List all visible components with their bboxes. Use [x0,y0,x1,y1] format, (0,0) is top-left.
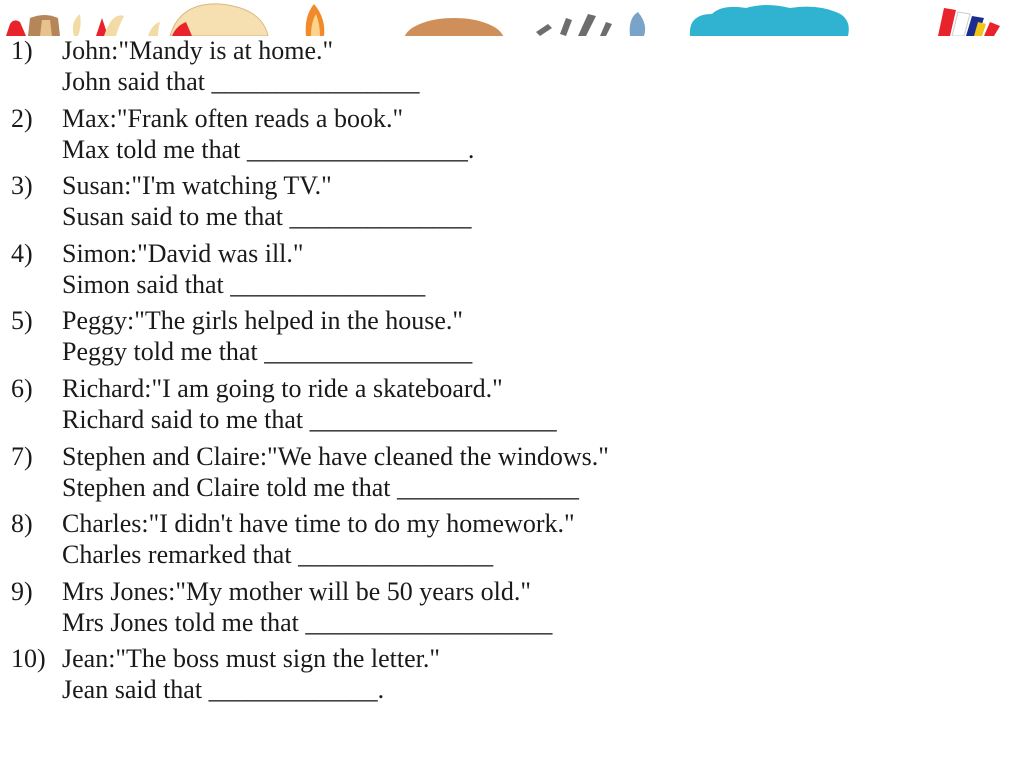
exercise-number: 6) [11,373,33,403]
reported-speech-prompt: Max told me that _________________. [62,134,475,164]
exercise-item-10 [0,643,1024,711]
blue-feather-icon [630,12,645,36]
reported-speech-prompt: Richard said to me that ___________________ [62,404,557,434]
exercise-number: 10) [11,644,46,674]
tan-fin-icon [104,15,124,36]
decorative-banner [0,0,1024,36]
direct-speech-quote: Simon:"David was ill." [62,238,304,268]
reported-speech-prompt: Jean said that _____________. [62,675,385,705]
teal-cloud-icon [690,5,849,36]
exercise-list [0,35,1024,711]
reported-speech-prompt: Susan said to me that ______________ [62,202,472,232]
exercise-item-4 [0,238,1024,306]
exercise-number: 1) [11,36,33,65]
direct-speech-quote: Jean:"The boss must sign the letter." [62,644,440,674]
tan-leaf-icon [73,14,81,36]
red-flag-end-icon [984,22,1000,36]
exercise-item-7 [0,441,1024,509]
pot-highlight-icon [40,20,52,36]
small-tan-icon [148,22,160,36]
exercise-item-5 [0,305,1024,373]
direct-speech-quote: John:"Mandy is at home." [62,36,334,65]
direct-speech-quote: Susan:"I'm watching TV." [62,171,332,201]
reported-speech-prompt: Stephen and Claire told me that ______________ [62,472,580,502]
exercise-number: 8) [11,509,33,539]
exercise-number: 4) [11,238,33,268]
exercise-item-9 [0,576,1024,644]
gray-stroke-3-icon [578,14,596,36]
direct-speech-quote: Stephen and Claire:"We have cleaned the windows." [62,441,609,471]
exercise-item-8 [0,508,1024,576]
exercise-number: 2) [11,103,33,133]
exercise-number: 7) [11,441,33,471]
reported-speech-prompt: Charles remarked that _______________ [62,540,494,570]
direct-speech-quote: Charles:"I didn't have time to do my homework." [62,509,575,539]
brown-oval-icon [404,18,504,36]
exercise-number: 9) [11,576,33,606]
banner-illustrations [0,0,1024,36]
exercise-item-2 [0,103,1024,171]
exercise-number: 3) [11,171,33,201]
direct-speech-quote: Max:"Frank often reads a book." [62,103,404,133]
reported-speech-prompt: Peggy told me that ________________ [62,337,473,367]
exercise-item-1 [0,35,1024,103]
gray-stroke-4-icon [600,22,612,36]
red-shape-icon [6,20,26,36]
exercise-item-3 [0,170,1024,238]
gray-stroke-2-icon [560,18,572,36]
direct-speech-quote: Richard:"I am going to ride a skateboard." [62,373,503,403]
direct-speech-quote: Peggy:"The girls helped in the house." [62,306,464,336]
exercise-number: 5) [11,306,33,336]
exercise-item-6 [0,373,1024,441]
reported-speech-prompt: Simon said that _______________ [62,269,426,299]
reported-speech-prompt: John said that ________________ [62,67,420,96]
direct-speech-quote: Mrs Jones:"My mother will be 50 years old." [62,576,531,606]
reported-speech-prompt: Mrs Jones told me that ___________________ [62,607,553,637]
